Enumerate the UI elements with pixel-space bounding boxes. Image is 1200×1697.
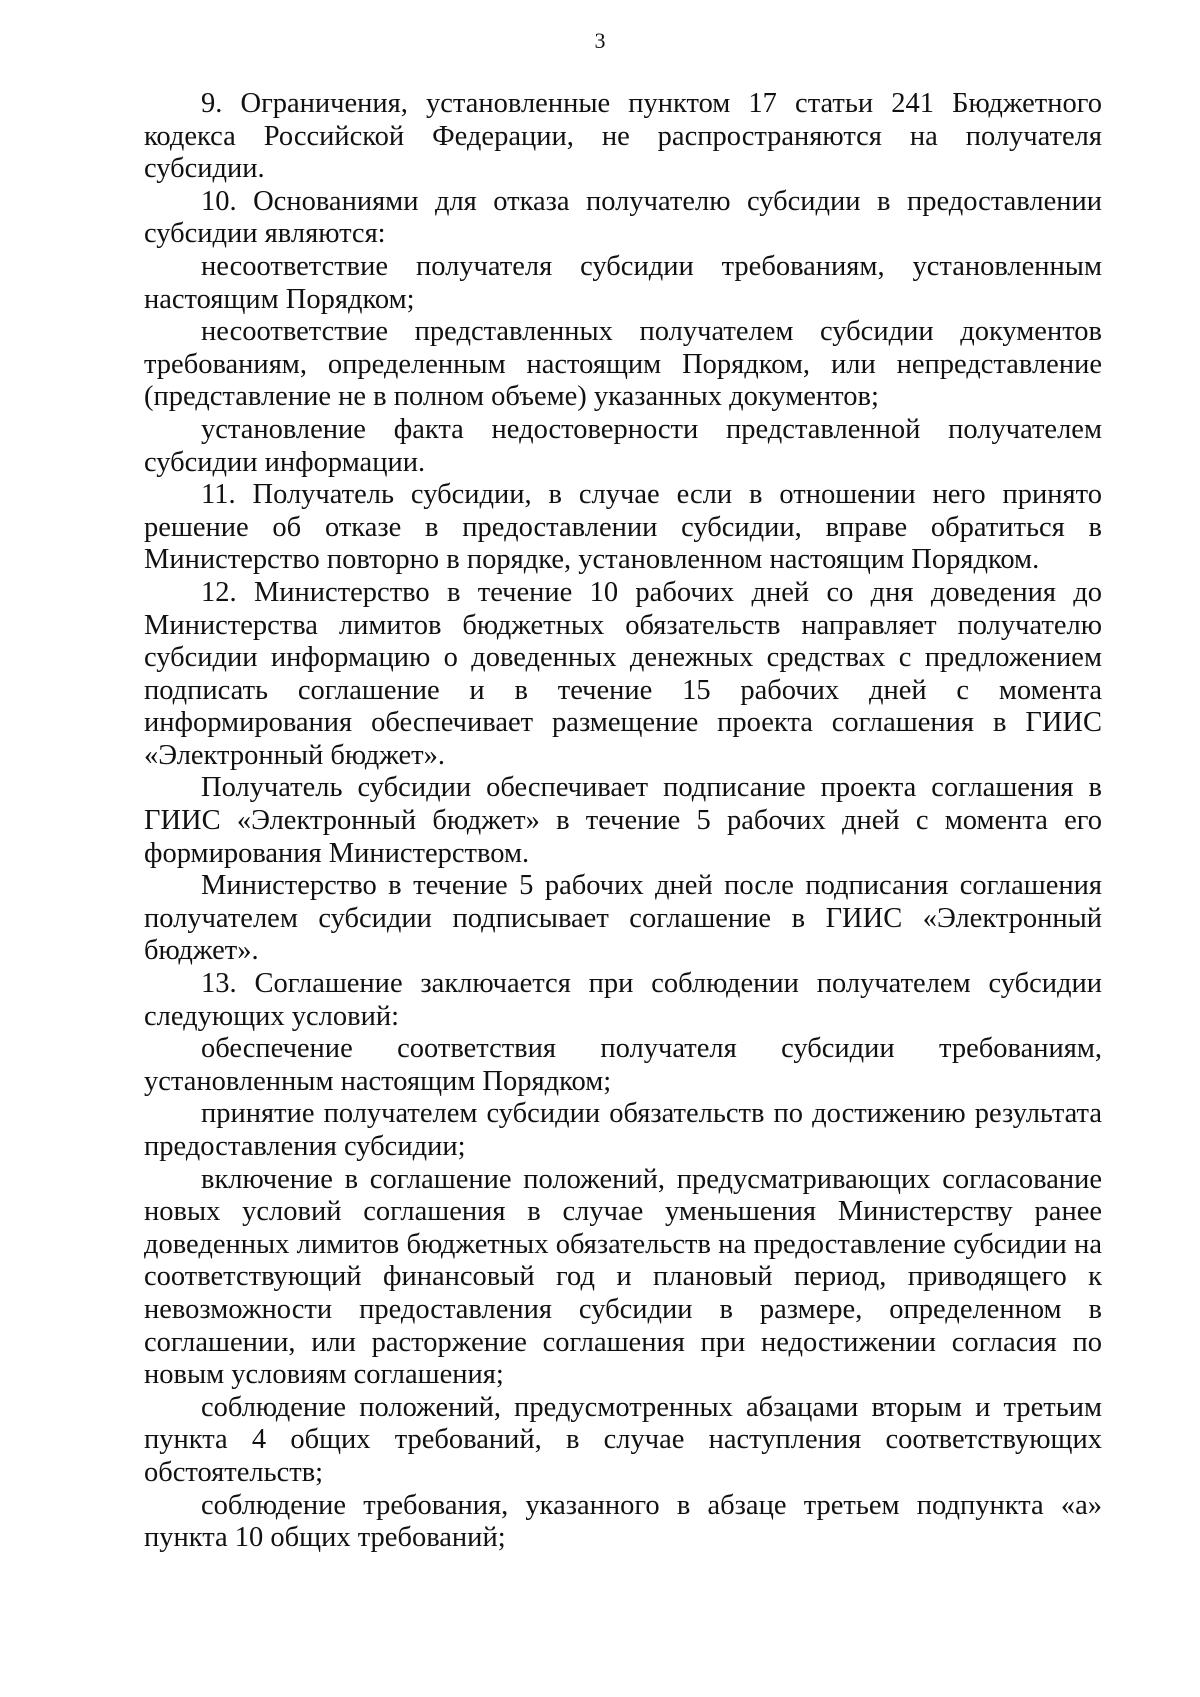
document-body <box>144 88 1102 1555</box>
paragraph-item-9: 9. Ограничения, установленные пунктом 17 статьи 241 Бюджетного кодекса Российской Федерации, не распространяются на получателя субсидии. <box>144 88 1102 185</box>
paragraph-ministry-signing: Министерство в течение 5 рабочих дней после подписания соглашения получателем субсидии подписывает соглашение в ГИИС «Электронный бюджет». <box>144 870 1102 967</box>
paragraph-condition-1: обеспечение соответствия получателя субсидии требованиям, установленным настоящим Порядком; <box>144 1033 1102 1097</box>
paragraph-recipient-signing: Получатель субсидии обеспечивает подписание проекта соглашения в ГИИС «Электронный бюджет» в течение 5 рабочих дней с момента его формирования Министерством. <box>144 772 1102 869</box>
paragraph-item-10: 10. Основаниями для отказа получателю субсидии в предоставлении субсидии являются: <box>144 185 1102 250</box>
paragraph-refusal-ground-3: установление факта недостоверности представленной получателем субсидии информации. <box>144 413 1102 478</box>
page-number: 3 <box>594 28 606 53</box>
paragraph-refusal-ground-1: несоответствие получателя субсидии требованиям, установленным настоящим Порядком; <box>144 250 1102 315</box>
paragraph-refusal-ground-2: несоответствие представленных получателем субсидии документов требованиям, определенным настоящим Порядком, или непредставление (представление не в полном объеме) указанных документов; <box>144 316 1102 413</box>
paragraph-item-12: 12. Министерство в течение 10 рабочих дней со дня доведения до Министерства лимитов бюджетных обязательств направляет получателю субсидии информацию о доведенных денежных средствах с предложением подписать соглашение и в течение 15 рабочих дней с момента информирования обеспечивает размещение проекта соглашения в ГИИС «Электронный бюджет». <box>144 576 1102 771</box>
paragraph-item-13: 13. Соглашение заключается при соблюдении получателем субсидии следующих условий: <box>144 968 1102 1032</box>
paragraph-condition-2: принятие получателем субсидии обязательств по достижению результата предоставления субсидии; <box>144 1098 1102 1162</box>
paragraph-condition-4: соблюдение положений, предусмотренных абзацами вторым и третьим пункта 4 общих требований, в случае наступления соответствующих обстоятельств; <box>144 1391 1102 1488</box>
paragraph-condition-5: соблюдение требования, указанного в абзаце третьем подпункта «а» пункта 10 общих требований; <box>144 1489 1102 1554</box>
paragraph-condition-3: включение в соглашение положений, предусматривающих согласование новых условий соглашения в случае уменьшения Министерству ранее доведенных лимитов бюджетных обязательств на предоставление субсидии на соответствующий финансовый год и плановый период, приводящего к невозможности предоставления субсидии в размере, определенном в соглашении, или расторжение соглашения при недостижении согласия по новым условиям соглашения; <box>144 1163 1102 1391</box>
paragraph-item-11: 11. Получатель субсидии, в случае если в отношении него принято решение об отказе в предоставлении субсидии, вправе обратиться в Министерство повторно в порядке, установленном настоящим Порядком. <box>144 479 1102 576</box>
